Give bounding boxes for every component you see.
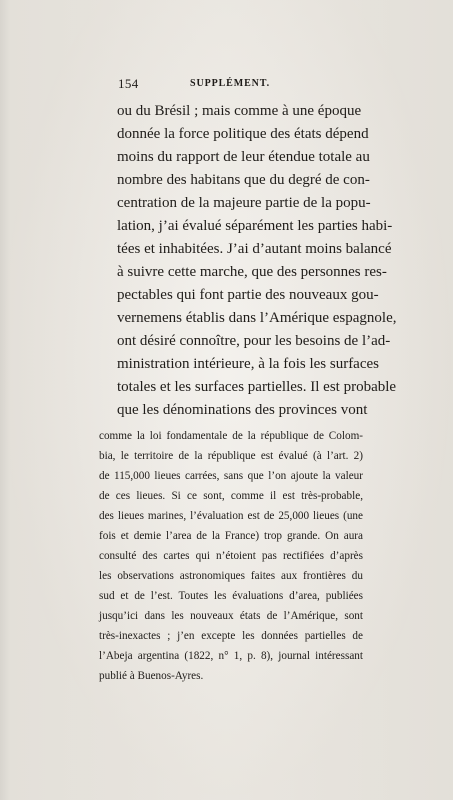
main-text-line: nombre des habitans que du degré de con- xyxy=(117,172,370,188)
main-text-line: vernemens établis dans l’Amérique espagnole, xyxy=(117,310,397,326)
footnote-line: fois et demie l’area de la France) trop grande. On aura xyxy=(99,530,363,542)
main-text-line: moins du rapport de leur étendue totale au xyxy=(117,149,370,165)
main-text-line: totales et les surfaces partielles. Il est probable xyxy=(117,379,397,395)
footnote-line: les observations astronomiques faites aux frontières du xyxy=(99,570,363,582)
footnote-line: de ces lieues. Si ce sont, comme il est très-probable, xyxy=(99,490,363,502)
footnote-line: consulté des cartes qui n’étoient pas rectifiées d’après xyxy=(99,550,363,562)
footnote-line: bia, le territoire de la république est évalué (à l’art. 2) xyxy=(99,450,363,462)
main-text-line: ou du Brésil ; mais comme à une époque xyxy=(117,103,362,119)
main-text-line: tées et inhabitées. J’ai d’autant moins balancé xyxy=(117,241,392,257)
main-text-line: ont désiré connoître, pour les besoins de l’ad- xyxy=(117,333,391,349)
main-text-block xyxy=(117,100,397,422)
main-text-line: pectables qui font partie des nouveaux gou- xyxy=(117,287,379,303)
footnote-line: l’Abeja argentina (1822, n° 1, p. 8), journal intéressant xyxy=(99,650,363,662)
footnote-line: des lieues marines, l’évaluation est de 25,000 lieues (une xyxy=(99,510,363,522)
footnote-line: très-inexactes ; j’en excepte les données partielles de xyxy=(99,630,363,642)
main-text-line: donnée la force politique des états dépend xyxy=(117,126,369,142)
page-number: 154 xyxy=(118,76,139,91)
footnote-line: jusqu’ici dans les nouveaux états de l’Amérique, sont xyxy=(99,610,363,622)
page-fold-shadow xyxy=(0,0,10,800)
main-text-line: lation, j’ai évalué séparément les parties habi- xyxy=(117,218,393,234)
main-text-line: à suivre cette marche, que des personnes res- xyxy=(117,264,387,280)
main-text-line: que les dénominations des provinces vont xyxy=(117,402,368,418)
footnote-line: de 115,000 lieues carrées, sans que l’on ajoute la valeur xyxy=(99,470,363,482)
running-title: SUPPLÉMENT. xyxy=(190,78,270,89)
main-text-line: ministration intérieure, à la fois les surfaces xyxy=(117,356,379,372)
footnote-line: publié à Buenos-Ayres. xyxy=(99,670,204,682)
footnote-line: comme la loi fondamentale de la république de Colom- xyxy=(99,430,363,442)
page-header xyxy=(118,74,343,92)
main-text-line: centration de la majeure partie de la popu- xyxy=(117,195,371,211)
footnote-block xyxy=(99,426,363,686)
footnote-line: sud et de l’est. Toutes les évaluations d’area, publiées xyxy=(99,590,363,602)
